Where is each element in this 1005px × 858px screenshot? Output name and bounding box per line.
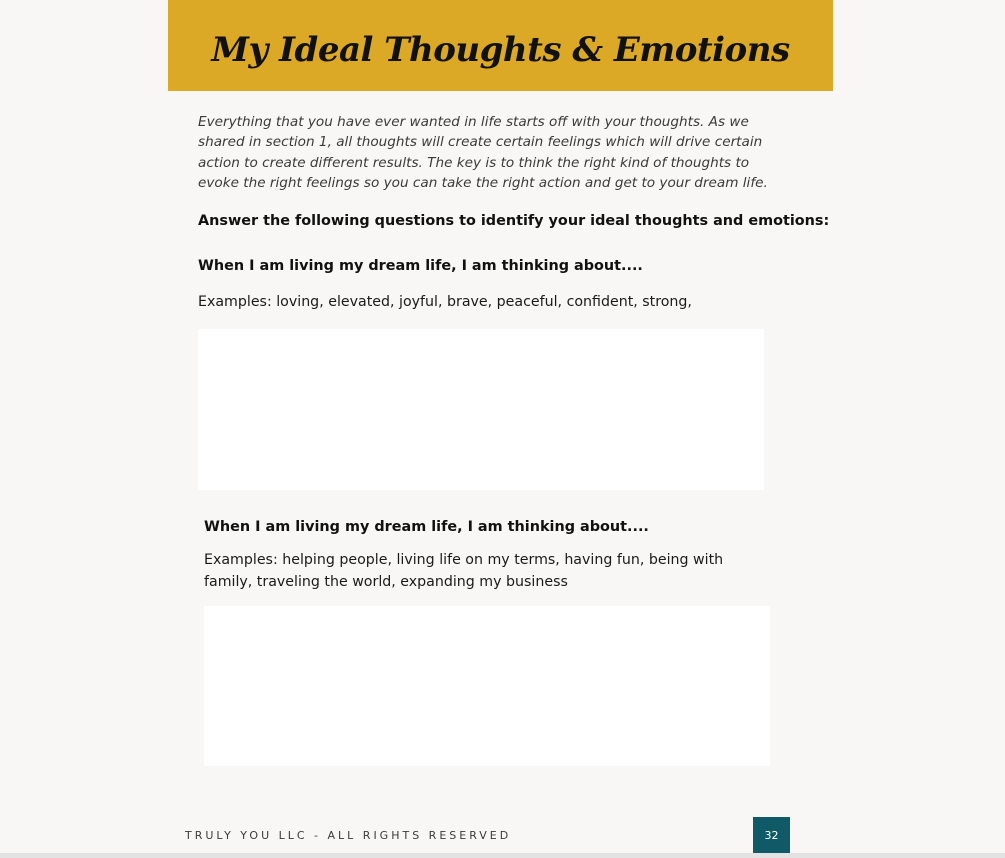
page-title: My Ideal Thoughts & Emotions: [211, 29, 790, 70]
footer-copyright: TRULY YOU LLC - ALL RIGHTS RESERVED: [185, 829, 512, 842]
instruction-text: Answer the following questions to identify your ideal thoughts and emotions:: [198, 213, 830, 229]
page-bottom-edge: [0, 853, 1005, 858]
question-1-heading: When I am living my dream life, I am thinking about....: [198, 258, 643, 274]
intro-paragraph: Everything that you have ever wanted in life starts off with your thoughts. As we shared in section 1, all thoughts will create certain feelings which will drive certain action to create different results. The key is to think the right kind of thoughts to evoke the right feelings so you can take the right action and get to your dream life.: [198, 114, 768, 191]
page-number: 32: [764, 829, 779, 842]
title-banner: [168, 0, 833, 91]
question-2-examples: Examples: helping people, living life on my terms, having fun, being with family, traveling the world, expanding my business: [204, 552, 724, 590]
question-1-answer-field[interactable]: [198, 329, 764, 490]
question-2-answer-field[interactable]: [204, 606, 770, 766]
page-number-badge: [753, 817, 790, 854]
question-2-heading: When I am living my dream life, I am thinking about....: [204, 519, 649, 535]
question-1-examples: Examples: loving, elevated, joyful, brave, peaceful, confident, strong,: [198, 294, 692, 310]
